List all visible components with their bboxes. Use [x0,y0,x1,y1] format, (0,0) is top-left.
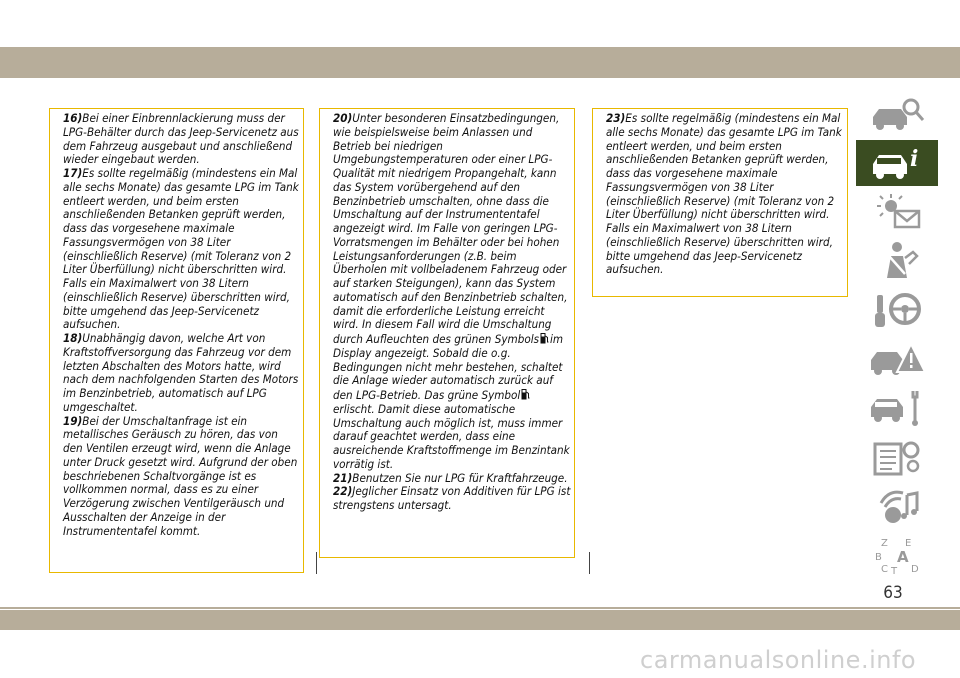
tab-warning-lights[interactable] [856,189,938,235]
tab-safety[interactable] [856,238,938,284]
tab-car-info[interactable] [856,140,938,186]
notes-box-middle [319,108,575,558]
car-wrench-icon [867,387,927,429]
tab-emergency[interactable] [856,336,938,382]
index-letter-z: Z [881,538,888,549]
technical-data-icon [867,436,927,478]
fuel-pump-icon [521,388,530,400]
column-separator [589,552,590,574]
steering-wheel-icon [867,289,927,331]
note-20: 20)Unter besonderen Einsatzbedingungen, wie beispielsweise beim Anlassen und Betrieb bei niedrigen Umgebungstemperaturen oder einer LPG-Qualität mit niedrigem Propangehalt, kann das System vorübergehend auf den Benzinbetrieb umschalten, ohne dass die Umschaltung auf der Instrumententafel angezeigt wird. Im Falle von geringen LPG-Vorratsmengen im Behälter oder bei hohen Leistungsanforderungen (z.B. beim Überholen mit vollbeladenem Fahrzeug oder auf starken Steigungen), kann das System automatisch auf den Benzinbetrieb schalten, damit die erforderliche Leistung erreicht wird. In diesem Fall wird die Umschaltung durch Aufleuchten des grünen Symbols im Display angezeigt. Sobald die o.g. Bedingungen nicht mehr bestehen, schaltet die Anlage wieder automatisch zurück auf den LPG-Betrieb. Das grüne Symbolerlischt. Damit diese automatische Umschaltung auch möglich ist, muss immer darauf geachtet werden, dass eine ausreichende Kraftstoffmenge im Benzintank vorrätig ist. [333,111,570,471]
note-19: 19)Bei der Umschaltanfrage ist ein metallisches Geräusch zu hören, das von den Ventilen erzeugt wird, wenn die Anlage unter Druck gesetzt wird. Aufgrund der oben beschriebenen Schaltvorgänge ist es vollkommen normal, dass es zu einer Verzögerung zwischen Ventilgeräusch und Ausschalten der Anzeige in der Instrumententafel kommt. [63,413,298,538]
note-16: 16)Bei einer Einbrennlackierung muss der LPG-Behälter durch das Jeep-Servicenetz aus dem Fahrzeug ausgebaut und anschließend wieder eingebaut werden. [63,111,299,167]
svg-text:i: i [910,146,919,172]
safety-icon [867,240,927,282]
car-info-icon [867,142,927,184]
note-23: 23)Es sollte regelmäßig (mindestens ein Mal alle sechs Monate) das gesamte LPG im Tank entleert werden, und beim ersten anschließenden Betanken geprüft werden, dass das vorgesehene maximale Fassungsvermögen von 38 Liter (einschließlich Reserve) (mit Toleranz von 2 Liter Überfüllung) nicht überschritten wird. Falls ein Maximalwert von 38 Litern (einschließlich Reserve) überschritten wird, bitte umgehend das Jeep-Servicenetz aufsuchen. [606,111,842,277]
warning-light-icon [867,191,927,233]
index-icon [867,534,927,576]
note-17: 17)Es sollte regelmäßig (mindestens ein Mal alle sechs Monate) das gesamte LPG im Tank entleert werden, und beim ersten anschließenden Betanken geprüft werden, dass das vorgesehene maximale Fassungsvermögen von 38 Liter (einschließlich Reserve) (mit Toleranz von 2 Liter Überfüllung) nicht überschritten wird. Falls ein Maximalwert von 38 Litern (einschließlich Reserve) überschritten wird, bitte umgehend das Jeep-Servicenetz aufsuchen. [63,166,299,332]
tab-multimedia[interactable] [856,483,938,529]
header-band [0,47,960,78]
note-18: 18)Unabhängig davon, welche Art von Kraftstoffversorgung das Fahrzeug vor dem letzten Abschalten des Motors hatte, wird nach dem nachfolgenden Starten des Motors im Benzinbetrieb, automatisch auf LPG umgeschaltet. [63,331,299,414]
index-letter-e: E [905,538,912,549]
column-separator [316,552,317,574]
index-letter-c: C [881,564,888,575]
notes-box-right [592,108,848,297]
notes-box-left [49,108,304,573]
page-number: 63 [883,583,903,603]
footer-line [0,607,960,609]
watermark: carmanualsonline.info [640,646,917,674]
index-letter-t: T [891,566,898,576]
multimedia-icon [867,485,927,527]
index-letter-a: A [897,548,909,566]
footer-band [0,610,960,630]
index-letter-b: B [875,552,882,563]
note-22: 22)Jeglicher Einsatz von Additiven für LPG ist strengstens untersagt. [333,484,571,512]
tab-technical-data[interactable] [856,434,938,480]
fuel-pump-icon [540,332,549,344]
tab-starting-driving[interactable] [856,287,938,333]
emergency-icon [867,338,927,380]
tab-index[interactable] [856,532,938,578]
note-21: 21)Benutzen Sie nur LPG für Kraftfahrzeuge. [333,470,568,485]
tab-car-search[interactable] [856,93,938,139]
tab-maintenance[interactable] [856,385,938,431]
index-letter-d: D [911,564,919,575]
car-search-icon [867,95,927,137]
